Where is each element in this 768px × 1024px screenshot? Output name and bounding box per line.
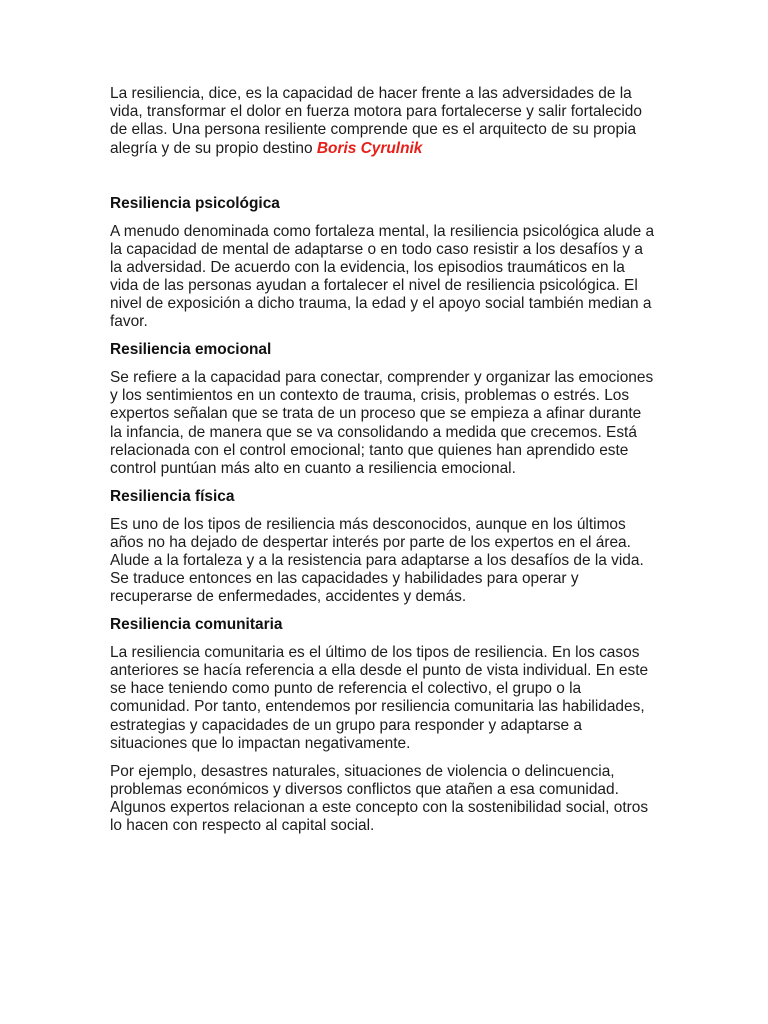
paragraph-line: relacionada con el control emocional; tanto que quienes han aprendido este xyxy=(110,441,629,459)
paragraph-line: estrategias y capacidades de un grupo para responder y adaptarse a xyxy=(110,716,583,734)
paragraph-line: y los sentimientos en un contexto de trauma, crisis, problemas o estrés. Los xyxy=(110,387,630,405)
paragraph-line: Se traduce entonces en las capacidades y habilidades para operar y xyxy=(110,570,579,588)
paragraph-line: comunidad. Por tanto, entendemos por resiliencia comunitaria las habilidades, xyxy=(110,698,645,716)
intro-line: de ellas. Una persona resiliente comprende que es el arquitecto de su propia xyxy=(110,121,637,139)
section-heading xyxy=(110,195,710,213)
paragraph-line: problemas económicos y diversos conflictos que atañen a esa comunidad. xyxy=(110,780,619,798)
paragraph-line: la infancia, de manera que se va consolidando a medida que crecemos. Está xyxy=(110,423,637,441)
paragraph-line: la adversidad. De acuerdo con la evidencia, los episodios traumáticos en la xyxy=(110,258,625,276)
paragraph-line: recuperarse de enfermedades, accidentes y demás. xyxy=(110,588,467,606)
intro-line: vida, transformar el dolor en fuerza motora para fortalecerse y salir fortalecido xyxy=(110,103,642,121)
section-heading-text: Resiliencia emocional xyxy=(110,341,272,359)
paragraph-line: situaciones que lo impactan negativamente. xyxy=(110,734,411,752)
section-heading-text: Resiliencia comunitaria xyxy=(110,616,283,634)
document-body xyxy=(110,85,710,845)
paragraph-line: vida de las personas ayudan a fortalecer el nivel de resiliencia psicológica. El xyxy=(110,277,638,295)
section-paragraph xyxy=(110,644,710,753)
section-paragraph xyxy=(110,516,710,607)
paragraph-line: Es uno de los tipos de resiliencia más desconocidos, aunque en los últimos xyxy=(110,515,626,533)
paragraph-line: la capacidad de mental de adaptarse o en todo caso resistir a los desafíos y a xyxy=(110,240,643,258)
section-heading-text: Resiliencia psicológica xyxy=(110,194,280,212)
paragraph-line: años no ha dejado de despertar interés por parte de los expertos en el área. xyxy=(110,533,631,551)
section-paragraph xyxy=(110,763,710,836)
paragraph-line: se hace teniendo como punto de referencia el colectivo, el grupo o la xyxy=(110,680,582,698)
paragraph-line: nivel de exposición a dicho trauma, la edad y el apoyo social también median a xyxy=(110,295,652,313)
paragraph-line: expertos señalan que se trata de un proceso que se empieza a afinar durante xyxy=(110,405,642,423)
section-paragraph xyxy=(110,369,710,478)
section-paragraph xyxy=(110,223,710,332)
intro-line-with-author xyxy=(110,140,710,158)
section-heading-text: Resiliencia física xyxy=(110,487,235,505)
paragraph-line: Por ejemplo, desastres naturales, situaciones de violencia o delincuencia, xyxy=(110,762,615,780)
intro-line: alegría y de su propio destino xyxy=(110,139,313,157)
paragraph-line: Algunos expertos relacionan a este concepto con la sostenibilidad social, otros xyxy=(110,798,649,816)
paragraph-line: favor. xyxy=(110,313,148,331)
intro-paragraph xyxy=(110,85,710,158)
paragraph-line: lo hacen con respecto al capital social. xyxy=(110,817,375,835)
section-heading xyxy=(110,616,710,634)
paragraph-line: La resiliencia comunitaria es el último de los tipos de resiliencia. En los casos xyxy=(110,643,640,661)
paragraph-line: control puntúan más alto en cuanto a resiliencia emocional. xyxy=(110,459,516,477)
paragraph-line: Se refiere a la capacidad para conectar, comprender y organizar las emociones xyxy=(110,369,654,387)
paragraph-line: A menudo denominada como fortaleza mental, la resiliencia psicológica alude a xyxy=(110,222,655,240)
section-heading xyxy=(110,341,710,359)
paragraph-line: Alude a la fortaleza y a la resistencia para adaptarse a los desafíos de la vida. xyxy=(110,551,644,569)
author-name: Boris Cyrulnik xyxy=(316,139,423,157)
intro-line: La resiliencia, dice, es la capacidad de hacer frente a las adversidades de la xyxy=(110,85,632,102)
paragraph-line: anteriores se hacía referencia a ella desde el punto de vista individual. En este xyxy=(110,662,649,680)
section-heading xyxy=(110,488,710,506)
